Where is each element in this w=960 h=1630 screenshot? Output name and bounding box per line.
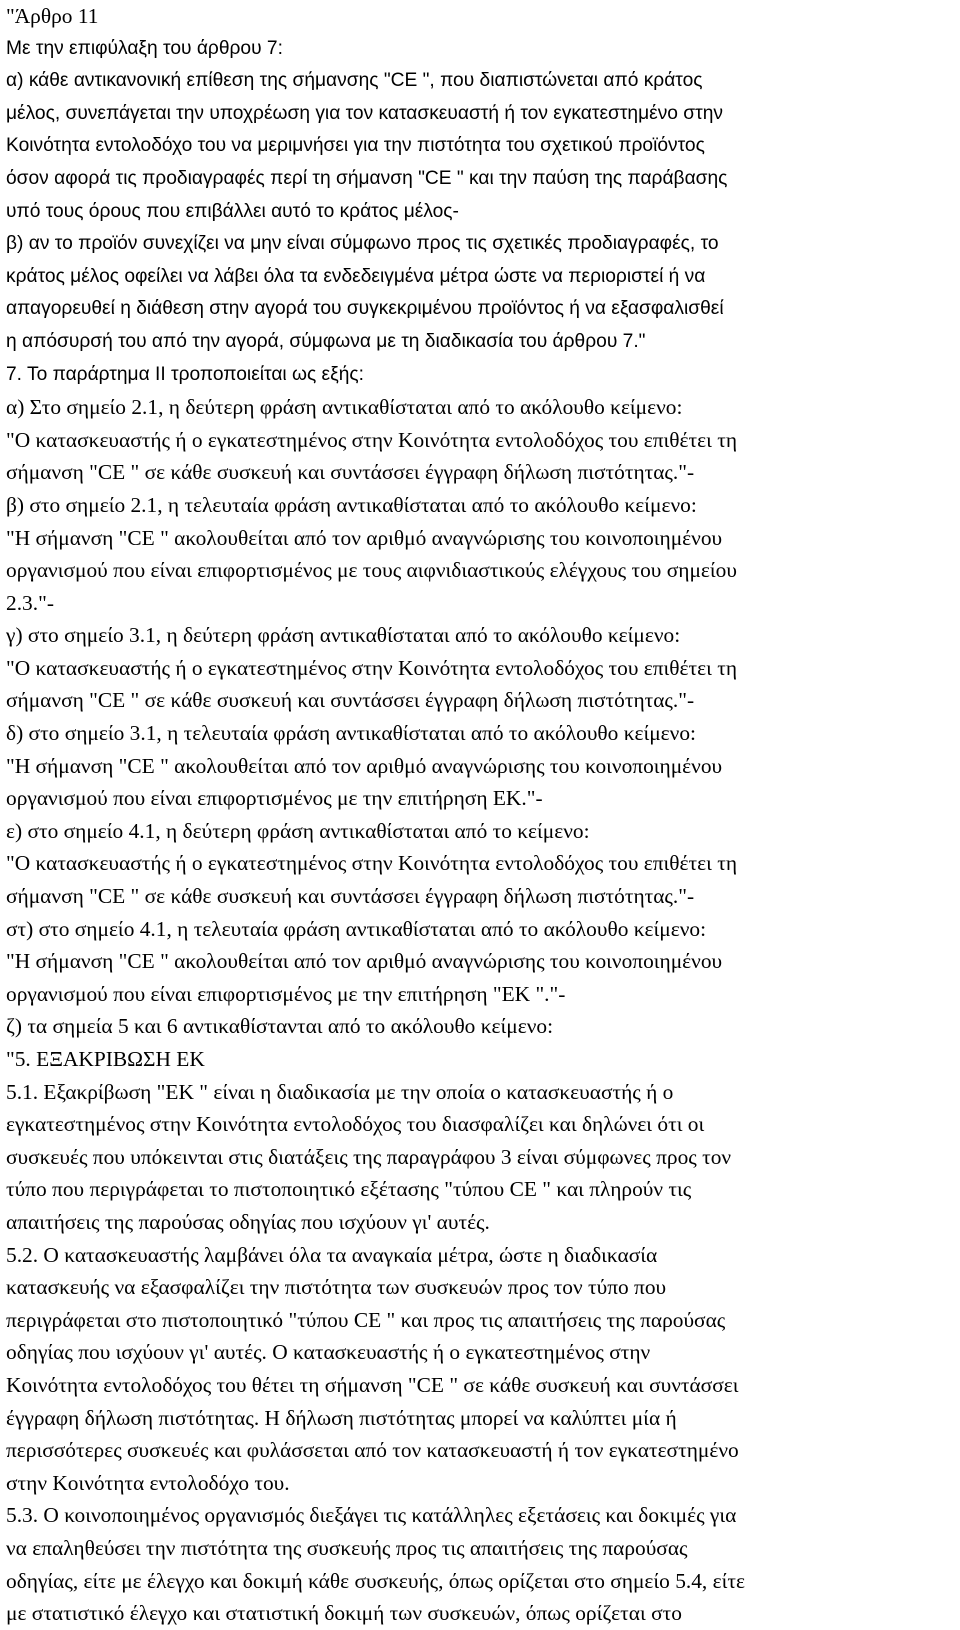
text-line: "Η σήμανση "CE " ακολουθείται από τον αριθμό αναγνώρισης του κοινοποιημένου	[6, 525, 723, 550]
text-line: περισσότερες συσκευές και φυλάσσεται από τον κατασκευαστή ή τον εγκατεστημένο	[6, 1438, 739, 1463]
text-line: να επαληθεύσει την πιστότητα της συσκευής προς τις απαιτήσεις της παρούσας	[6, 1535, 688, 1560]
text-line: 5.3. Ο κοινοποιημένος οργανισμός διεξάγει τις κατάλληλες εξετάσεις και δοκιμές για	[6, 1503, 737, 1528]
text-line: κατασκευής να εξασφαλίζει την πιστότητα των συσκευών προς τον τύπο που	[6, 1275, 667, 1300]
text-line: "Ο κατασκευαστής ή ο εγκατεστημένος στην Κοινότητα εντολοδόχος του επιθέτει τη	[6, 851, 737, 876]
text-line: στ) στο σημείο 4.1, η τελευταία φράση αντικαθίσταται από το ακόλουθο κείμενο:	[6, 916, 707, 941]
text-line: "Ο κατασκευαστής ή ο εγκατεστημένος στην Κοινότητα εντολοδόχος του επιθέτει τη	[6, 427, 737, 452]
text-line: Με την επιφύλαξη του άρθρου 7:	[6, 37, 283, 59]
text-line: υπό τους όρους που επιβάλλει αυτό το κράτος μέλος-	[6, 200, 459, 222]
text-line: όσον αφορά τις προδιαγραφές περί τη σήμανση "CE " και την παύση της παράβασης	[6, 167, 728, 189]
text-line: α) Στο σημείο 2.1, η δεύτερη φράση αντικαθίσταται από το ακόλουθο κείμενο:	[6, 395, 683, 420]
text-line: 2.3."-	[6, 590, 54, 615]
text-line: απαιτήσεις της παρούσας οδηγίας που ισχύουν γι' αυτές.	[6, 1209, 490, 1234]
text-line: εγκατεστημένος στην Κοινότητα εντολοδόχος του διασφαλίζει και δηλώνει ότι οι	[6, 1112, 705, 1137]
article-heading: "Άρθρο 11	[6, 4, 99, 28]
text-line: σήμανση "CE " σε κάθε συσκευή και συντάσσει έγγραφη δήλωση πιστότητας."-	[6, 460, 695, 485]
text-line: 7. Το παράρτημα ΙΙ τροποποιείται ως εξής:	[6, 363, 364, 385]
text-line: "Η σήμανση "CE " ακολουθείται από τον αριθμό αναγνώρισης του κοινοποιημένου	[6, 949, 723, 974]
text-line: β) αν το προϊόν συνεχίζει να μην είναι σύμφωνο προς τις σχετικές προδιαγραφές, το	[6, 233, 719, 255]
text-line: "5. ΕΞΑΚΡΙΒΩΣΗ ΕΚ	[6, 1047, 205, 1071]
text-line: μέλος, συνεπάγεται την υποχρέωση για τον κατασκευαστή ή τον εγκατεστημένο στην	[6, 102, 723, 124]
text-line: "Ο κατασκευαστής ή ο εγκατεστημένος στην Κοινότητα εντολοδόχος του επιθέτει τη	[6, 655, 737, 680]
text-line: Κοινότητα εντολοδόχος του θέτει τη σήμανση "CE " σε κάθε συσκευή και συντάσσει	[6, 1372, 739, 1397]
text-line: με στατιστικό έλεγχο και στατιστική δοκιμή των συσκευών, όπως ορίζεται στο	[6, 1601, 682, 1626]
text-line: απαγορευθεί η διάθεση στην αγορά του συγκεκριμένου προϊόντος ή να εξασφαλισθεί	[6, 298, 724, 320]
text-line: περιγράφεται στο πιστοποιητικό "τύπου CE " και προς τις απαιτήσεις της παρούσας	[6, 1307, 726, 1332]
text-line: α) κάθε αντικανονική επίθεση της σήμανσης "CE ", που διαπιστώνεται από κράτος	[6, 70, 703, 92]
text-line: ε) στο σημείο 4.1, η δεύτερη φράση αντικαθίσταται από το κείμενο:	[6, 818, 590, 843]
text-line: ζ) τα σημεία 5 και 6 αντικαθίστανται από το ακόλουθο κείμενο:	[6, 1014, 554, 1039]
text-line: οδηγίας που ισχύουν γι' αυτές. Ο κατασκευαστής ή ο εγκατεστημένος στην	[6, 1340, 651, 1365]
text-line: δ) στο σημείο 3.1, η τελευταία φράση αντικαθίσταται από το ακόλουθο κείμενο:	[6, 721, 696, 746]
text-line: σήμανση "CE " σε κάθε συσκευή και συντάσσει έγγραφη δήλωση πιστότητας."-	[6, 884, 695, 909]
text-line: κράτος μέλος οφείλει να λάβει όλα τα ενδεδειγμένα μέτρα ώστε να περιοριστεί ή να	[6, 265, 706, 287]
text-line: οργανισμού που είναι επιφορτισμένος με τους αιφνιδιαστικούς ελέγχους του σημείου	[6, 558, 737, 583]
text-line: 5.2. Ο κατασκευαστής λαμβάνει όλα τα αναγκαία μέτρα, ώστε η διαδικασία	[6, 1242, 658, 1267]
text-line: η απόσυρσή του από την αγορά, σύμφωνα με τη διαδικασία του άρθρου 7."	[6, 330, 646, 352]
text-line: οργανισμού που είναι επιφορτισμένος με την επιτήρηση "ΕΚ "."-	[6, 981, 566, 1006]
text-line: έγγραφη δήλωση πιστότητας. Η δήλωση πιστότητας μπορεί να καλύπτει μία ή	[6, 1405, 677, 1430]
text-line: στην Κοινότητα εντολοδόχο του.	[6, 1470, 290, 1495]
text-line: οδηγίας, είτε με έλεγχο και δοκιμή κάθε συσκευής, όπως ορίζεται στο σημείο 5.4, είτε	[6, 1568, 745, 1593]
text-line: σήμανση "CE " σε κάθε συσκευή και συντάσσει έγγραφη δήλωση πιστότητας."-	[6, 688, 695, 713]
text-line: οργανισμού που είναι επιφορτισμένος με την επιτήρηση ΕΚ."-	[6, 786, 543, 811]
text-line: 5.1. Εξακρίβωση "ΕΚ " είναι η διαδικασία με την οποία ο κατασκευαστής ή ο	[6, 1079, 674, 1104]
text-line: τύπο που περιγράφεται το πιστοποιητικό εξέτασης "τύπου CE " και πληρούν τις	[6, 1177, 692, 1202]
text-line: β) στο σημείο 2.1, η τελευταία φράση αντικαθίσταται από το ακόλουθο κείμενο:	[6, 492, 697, 517]
text-line: Κοινότητα εντολοδόχο του να μεριμνήσει για την πιστότητα του σχετικού προϊόντος	[6, 135, 705, 157]
text-line: "Η σήμανση "CE " ακολουθείται από τον αριθμό αναγνώρισης του κοινοποιημένου	[6, 753, 723, 778]
text-line: γ) στο σημείο 3.1, η δεύτερη φράση αντικαθίσταται από το ακόλουθο κείμενο:	[6, 623, 681, 648]
text-line: συσκευές που υπόκεινται στις διατάξεις της παραγράφου 3 είναι σύμφωνες προς τον	[6, 1144, 732, 1169]
